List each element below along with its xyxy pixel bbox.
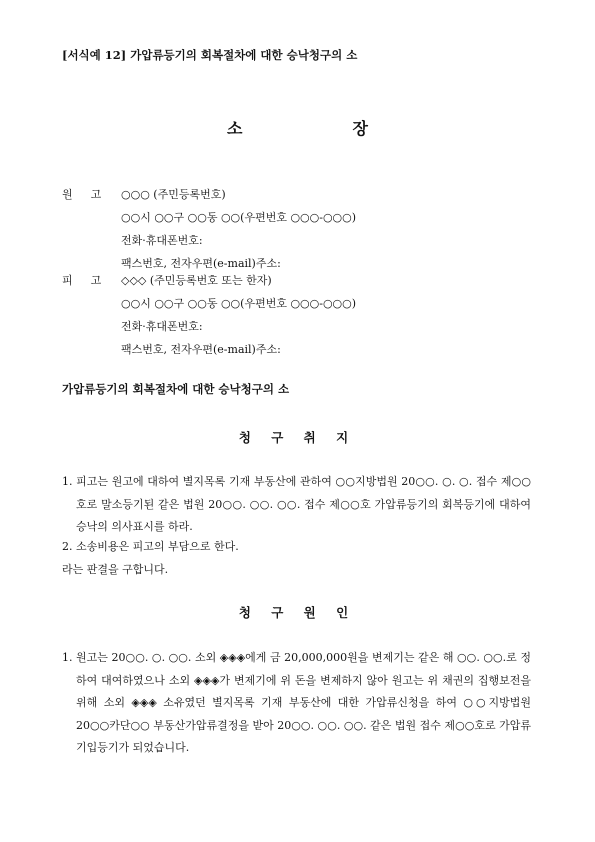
plaintiff-phone: 전화·휴대폰번호: (121, 234, 203, 247)
claim-cause-item-1: 1. 원고는 20○○. ○. ○○. 소외 ◈◈◈에게 금 20,000,000원을 변제기는 같은 해 ○○. ○○.로 정하여 대여하였으나 소외 ◈◈◈가 변제기에 위 돈을 변제하지 않아 원고는 위 채권의 집행보전을 위해 소외 ◈◈◈ 소유였던 별지목록 기재 부동산에 대한 가압류신청을 하여 ○○지방법원 20○○카단○○ 부동산가압류결정을 받아 20○○. ○○. ○○. 같은 법원 접수 제○○호로 가압류기입등기가 되었습니다. (62, 651, 531, 754)
title-part-1: 소 (227, 119, 243, 138)
claim-purpose-item-2: 2. 소송비용은 피고의 부담으로 한다. (62, 540, 239, 553)
case-title: 가압류등기의 회복절차에 대한 승낙청구의 소 (62, 382, 290, 396)
plaintiff-name: ○○○ (주민등록번호) (121, 188, 226, 201)
plaintiff-label (62, 186, 101, 202)
defendant-label (62, 272, 101, 288)
defendant-phone: 전화·휴대폰번호: (121, 320, 203, 333)
defendant-label-char-2: 고 (90, 274, 102, 287)
plaintiff-label-char-1: 원 (62, 188, 73, 201)
claim-purpose-closing: 라는 판결을 구합니다. (62, 563, 169, 576)
document-title (0, 116, 595, 139)
plaintiff-address: ○○시 ○○구 ○○동 ○○(우편번호 ○○○-○○○) (121, 211, 357, 224)
defendant-fax-email: 팩스번호, 전자우편(e-mail)주소: (121, 343, 281, 356)
claim-purpose-heading: 청 구 취 지 (238, 430, 357, 445)
defendant-label-char-1: 피 (62, 274, 73, 287)
plaintiff-fax-email: 팩스번호, 전자우편(e-mail)주소: (121, 257, 281, 270)
defendant-address: ○○시 ○○구 ○○동 ○○(우편번호 ○○○-○○○) (121, 297, 357, 310)
title-part-2: 장 (352, 119, 368, 138)
form-header: [서식예 12] 가압류등기의 회복절차에 대한 승낙청구의 소 (62, 48, 358, 62)
claim-purpose-item-1: 1. 피고는 원고에 대하여 별지목록 기재 부동산에 관하여 ○○지방법원 20○○. ○. ○. 접수 제○○호로 말소등기된 같은 법원 20○○. ○○. ○○. 접수 제○○호 가압류등기의 회복등기에 대하여 승낙의 의사표시를 하라. (62, 475, 531, 533)
defendant-name: ◇◇◇ (주민등록번호 또는 한자) (121, 274, 272, 287)
claim-cause-heading: 청 구 원 인 (238, 605, 357, 620)
plaintiff-label-char-2: 고 (90, 188, 102, 201)
